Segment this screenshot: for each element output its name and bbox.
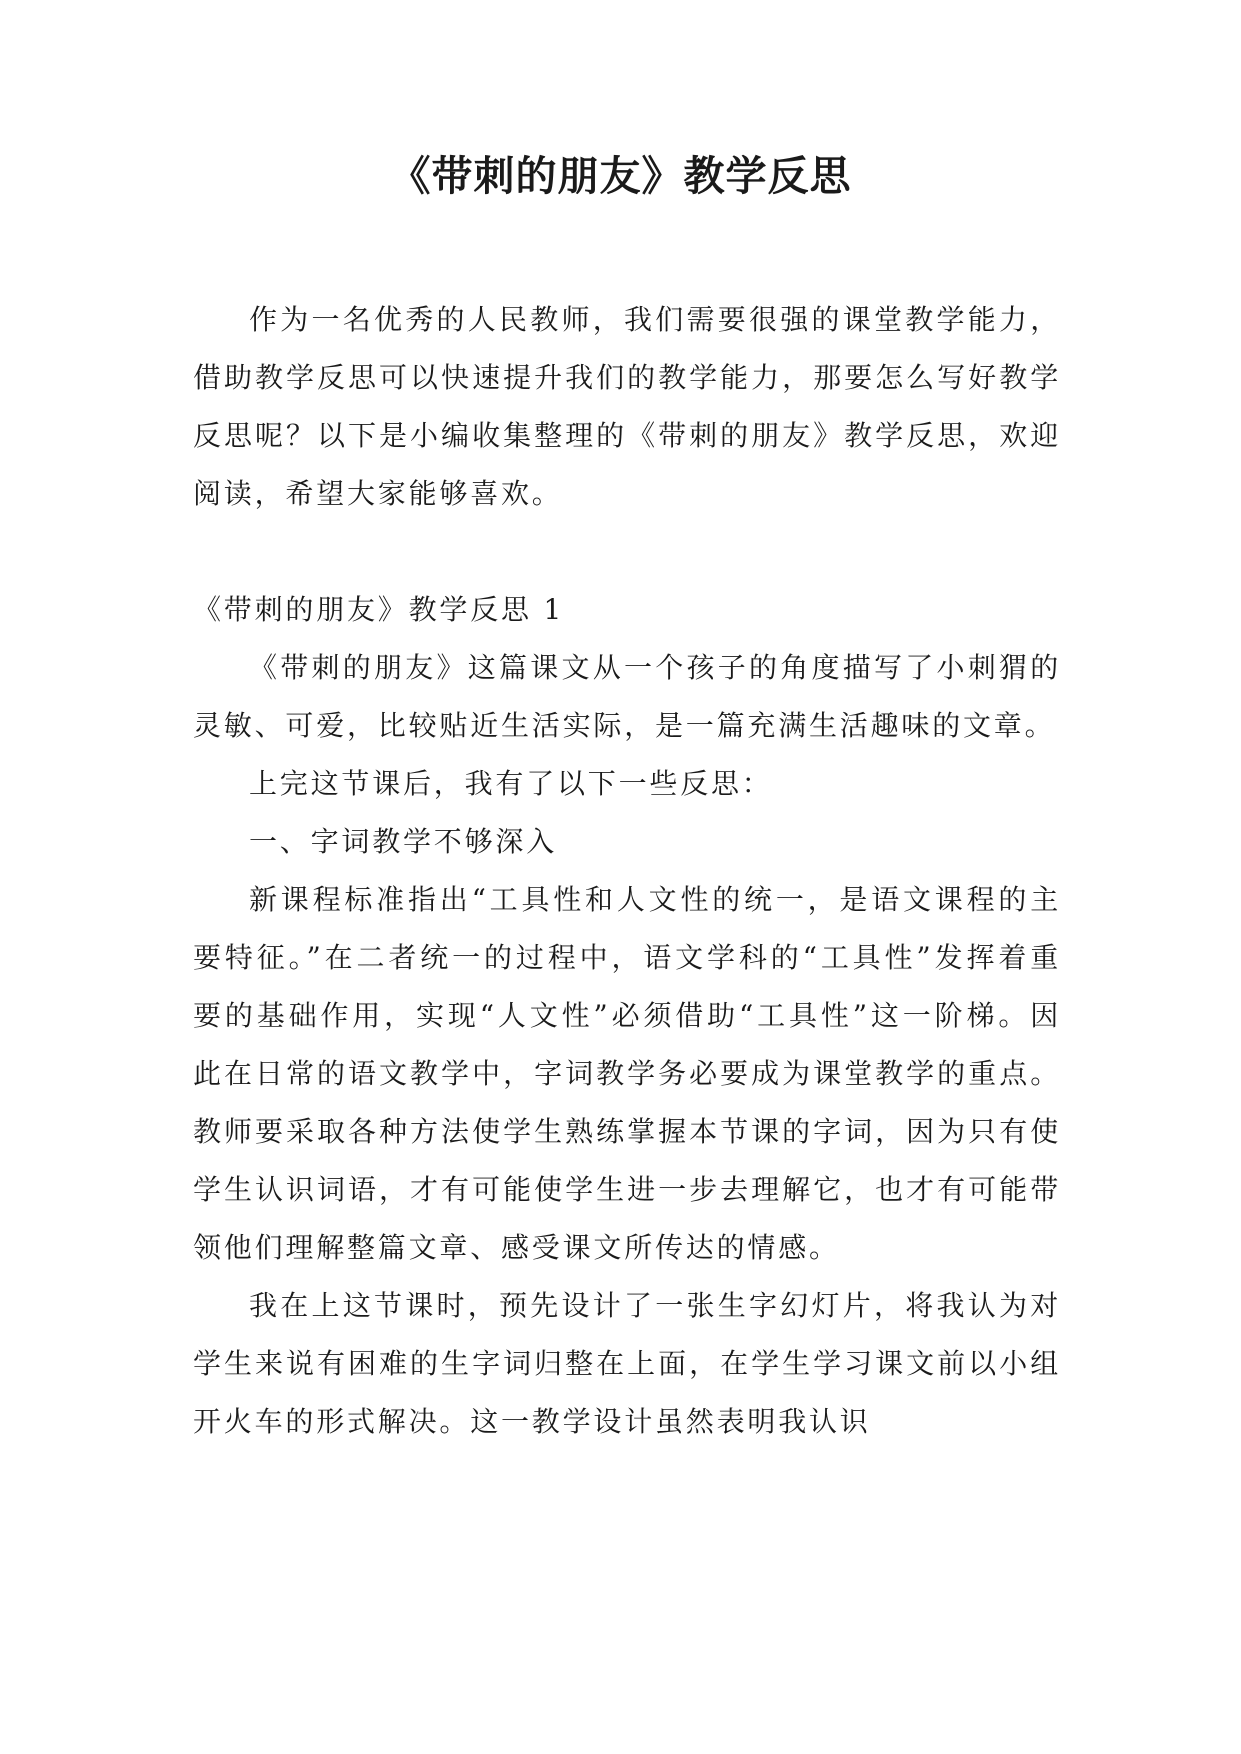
body-paragraph: 我在上这节课时，预先设计了一张生字幻灯片，将我认为对学生来说有困难的生字词归整在上面，在学生学习课文前以小组开火车的形式解决。这一教学设计虽然表明我认识 xyxy=(193,1289,1061,1438)
document-body xyxy=(193,291,1061,1451)
body-paragraph: 新课程标准指出“工具性和人文性的统一，是语文课程的主要特征。”在二者统一的过程中，语文学科的“工具性”发挥着重要的基础作用，实现“人文性”必须借助“工具性”这一阶梯。因此在日常的语文教学中，字词教学务必要成为课堂教学的重点。教师要采取各种方法使学生熟练掌握本节课的字词，因为只有使学生认识词语，才有可能使学生进一步去理解它，也才有可能带领他们理解整篇文章、感受课文所传达的情感。 xyxy=(193,883,1061,1264)
body-paragraph: 《带刺的朋友》这篇课文从一个孩子的角度描写了小刺猬的灵敏、可爱，比较贴近生活实际，是一篇充满生活趣味的文章。 xyxy=(193,651,1061,742)
subheading-paragraph: 一、字词教学不够深入 xyxy=(249,825,558,858)
body-paragraph: 上完这节课后，我有了以下一些反思： xyxy=(249,767,773,800)
intro-paragraph: 作为一名优秀的人民教师，我们需要很强的课堂教学能力，借助教学反思可以快速提升我们的教学能力，那要怎么写好教学反思呢？以下是小编收集整理的《带刺的朋友》教学反思，欢迎阅读，希望大家能够喜欢。 xyxy=(193,303,1061,510)
section-heading: 《带刺的朋友》教学反思 1 xyxy=(193,593,565,626)
document-title: 《带刺的朋友》教学反思 xyxy=(389,152,852,200)
